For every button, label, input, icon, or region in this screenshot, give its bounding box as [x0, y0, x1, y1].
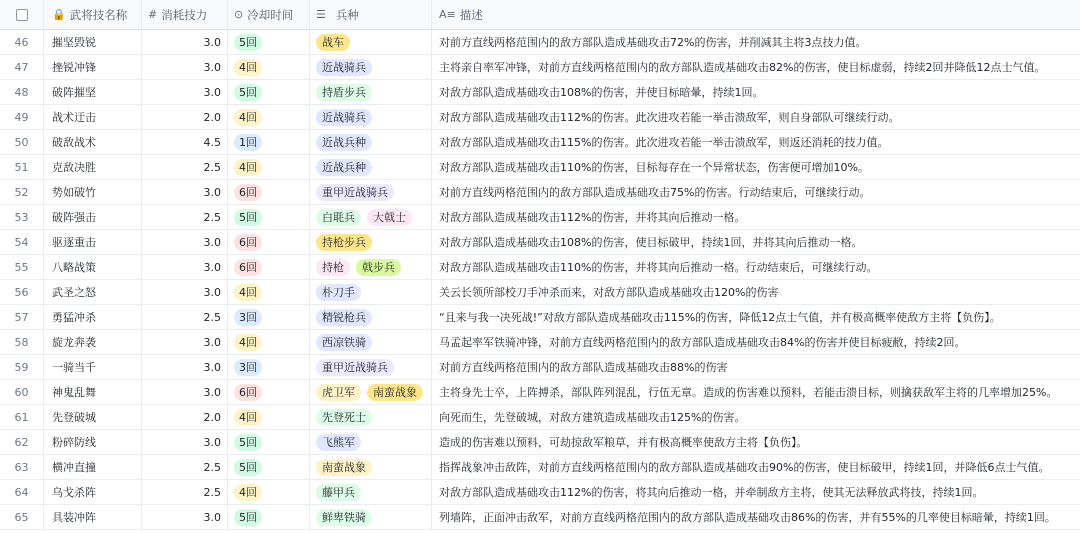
- skill-cost-cell[interactable]: 2.0: [142, 105, 228, 129]
- cooldown-tag: 3回: [234, 359, 262, 376]
- cooldown-tag: 5回: [234, 459, 262, 476]
- skill-cost-cell[interactable]: 2.5: [142, 480, 228, 504]
- arm-tag: 近战兵种: [316, 159, 372, 176]
- arm-cell[interactable]: [310, 480, 432, 504]
- arm-tag: 虎卫军: [316, 384, 361, 401]
- description-cell[interactable]: 造成的伤害难以预料，可劫掠敌军粮草，并有极高概率使敌方主将【负伤】。: [439, 436, 808, 449]
- description-cell[interactable]: 指挥战象冲击敌阵，对前方直线两格范围内的敌方部队造成基础攻击90%的伤害，使目标破甲，持续1回，并降低6点士气值。: [439, 461, 1050, 474]
- skill-name-cell[interactable]: 势如破竹: [44, 180, 142, 204]
- cooldown-cell[interactable]: [228, 130, 310, 154]
- cooldown-tag: 4回: [234, 59, 262, 76]
- skill-name-cell[interactable]: 先登破城: [44, 405, 142, 429]
- column-header-cooldown[interactable]: [228, 0, 310, 29]
- row-index: 51: [0, 155, 44, 179]
- table-row[interactable]: [0, 105, 1080, 130]
- row-index: 53: [0, 205, 44, 229]
- cooldown-tag: 5回: [234, 434, 262, 451]
- cooldown-cell[interactable]: [228, 255, 310, 279]
- description-cell[interactable]: 对前方直线两格范围内的敌方部队造成基础攻击75%的伤害。行动结束后，可继续行动。: [439, 186, 871, 199]
- cooldown-tag: 5回: [234, 209, 262, 226]
- arm-cell[interactable]: [310, 380, 432, 404]
- cooldown-tag: 4回: [234, 284, 262, 301]
- skill-cost-cell[interactable]: 3.0: [142, 355, 228, 379]
- arm-tag: 鲜卑铁骑: [316, 509, 372, 526]
- table-row[interactable]: [0, 255, 1080, 280]
- cooldown-tag: 4回: [234, 159, 262, 176]
- description-cell[interactable]: 对前方直线两格范围内的敌方部队造成基础攻击72%的伤害，并削减其主将3点技力值。: [439, 36, 867, 49]
- skill-name-cell[interactable]: 勇猛冲杀: [44, 305, 142, 329]
- skill-cost-cell[interactable]: 3.0: [142, 230, 228, 254]
- row-index: 62: [0, 430, 44, 454]
- skill-cost-cell[interactable]: 3.0: [142, 80, 228, 104]
- table-row[interactable]: [0, 80, 1080, 105]
- lock-icon: 🔒: [52, 8, 66, 21]
- arm-tag: 戟步兵: [356, 259, 401, 276]
- table-row[interactable]: [0, 205, 1080, 230]
- description-cell[interactable]: 主将身先士卒，上阵搏杀，部队阵列混乱，行伍无章。造成的伤害难以预料，若能击溃目标，则擒获敌军主将的几率增加25%。: [439, 386, 1058, 399]
- cooldown-tag: 6回: [234, 234, 262, 251]
- skill-name-cell[interactable]: 摧坚毁锐: [44, 30, 142, 54]
- description-cell[interactable]: 对敌方部队造成基础攻击115%的伤害。此次进攻若能一举击溃敌军，则返还消耗的技力值。: [439, 136, 889, 149]
- single-select-icon: ⊙: [234, 8, 244, 21]
- arm-tag: 持盾步兵: [316, 84, 372, 101]
- skill-name-cell[interactable]: 战术迂击: [44, 105, 142, 129]
- description-cell[interactable]: “且来与我一决死战!”对敌方部队造成基础攻击115%的伤害，降低12点士气值，并有极高概率使敌方主将【负伤】。: [439, 311, 1001, 324]
- column-header-arm-label: 兵种: [335, 7, 359, 22]
- arm-cell[interactable]: [310, 105, 432, 129]
- cooldown-cell[interactable]: [228, 355, 310, 379]
- row-index: 48: [0, 80, 44, 104]
- table-row[interactable]: [0, 505, 1080, 530]
- cooldown-tag: 5回: [234, 509, 262, 526]
- cooldown-tag: 3回: [234, 309, 262, 326]
- text-icon: A≡: [439, 8, 456, 21]
- arm-tag: 白毦兵: [316, 209, 361, 226]
- arm-tag: 精锐枪兵: [316, 309, 372, 326]
- arm-cell[interactable]: [310, 355, 432, 379]
- skill-cost-cell[interactable]: 4.5: [142, 130, 228, 154]
- arm-tag: 持枪步兵: [316, 234, 372, 251]
- skill-name-cell[interactable]: 破敌战术: [44, 130, 142, 154]
- cooldown-cell[interactable]: [228, 455, 310, 479]
- arm-cell[interactable]: [310, 130, 432, 154]
- description-cell[interactable]: 对前方直线两格范围内的敌方部队造成基础攻击88%的伤害: [439, 361, 728, 374]
- row-index: 65: [0, 505, 44, 529]
- skill-name-cell[interactable]: 横冲直撞: [44, 455, 142, 479]
- arm-cell[interactable]: [310, 155, 432, 179]
- table-row[interactable]: [0, 230, 1080, 255]
- cooldown-cell[interactable]: [228, 505, 310, 529]
- cooldown-cell[interactable]: [228, 305, 310, 329]
- arm-tag: 近战骑兵: [316, 59, 372, 76]
- skill-name-cell[interactable]: 旋龙奔袭: [44, 330, 142, 354]
- skill-cost-cell[interactable]: 3.0: [142, 330, 228, 354]
- skill-cost-cell[interactable]: 3.0: [142, 430, 228, 454]
- cooldown-cell[interactable]: [228, 330, 310, 354]
- arm-cell[interactable]: [310, 80, 432, 104]
- skill-name-cell[interactable]: 一骑当千: [44, 355, 142, 379]
- arm-cell[interactable]: [310, 280, 432, 304]
- row-index: 56: [0, 280, 44, 304]
- cooldown-cell[interactable]: [228, 230, 310, 254]
- description-cell[interactable]: 主将亲自率军冲锋，对前方直线两格范围内的敌方部队造成基础攻击82%的伤害，使目标虚弱，持续2回并降低12点士气值。: [439, 61, 1046, 74]
- row-index: 59: [0, 355, 44, 379]
- arm-tag: 藤甲兵: [316, 484, 361, 501]
- arm-tag: 近战兵种: [316, 134, 372, 151]
- column-header-desc-label: 描述: [459, 7, 483, 22]
- row-index: 63: [0, 455, 44, 479]
- description-cell[interactable]: 列墙阵，正面冲击敌军，对前方直线两格范围内的敌方部队造成基础攻击86%的伤害，并有55%的几率使目标暗暈，持续1回。: [439, 511, 1056, 524]
- skill-cost-cell[interactable]: 2.5: [142, 455, 228, 479]
- arm-cell[interactable]: [310, 55, 432, 79]
- arm-tag: 飞熊军: [316, 434, 361, 451]
- cooldown-cell[interactable]: [228, 155, 310, 179]
- cooldown-tag: 5回: [234, 84, 262, 101]
- select-all-checkbox[interactable]: [16, 9, 28, 21]
- cooldown-tag: 4回: [234, 484, 262, 501]
- cooldown-cell[interactable]: [228, 205, 310, 229]
- cooldown-tag: 4回: [234, 409, 262, 426]
- table-row[interactable]: [0, 355, 1080, 380]
- cooldown-cell[interactable]: [228, 430, 310, 454]
- column-header-cooldown-label: 冷却时间: [247, 7, 294, 22]
- arm-tag: 重甲近战骑兵: [316, 359, 394, 376]
- skill-cost-cell[interactable]: 2.5: [142, 205, 228, 229]
- column-header-cost-label: 消耗技力: [161, 7, 208, 22]
- table-row[interactable]: [0, 380, 1080, 405]
- arm-cell[interactable]: [310, 430, 432, 454]
- table-row[interactable]: [0, 280, 1080, 305]
- cooldown-tag: 5回: [234, 34, 262, 51]
- arm-tag: 持枪: [316, 259, 350, 276]
- column-header-name[interactable]: [44, 0, 142, 29]
- cooldown-cell[interactable]: [228, 80, 310, 104]
- skill-name-cell[interactable]: 八略战策: [44, 255, 142, 279]
- arm-tag: 朴刀手: [316, 284, 361, 301]
- table-row[interactable]: [0, 405, 1080, 430]
- table-row[interactable]: [0, 55, 1080, 80]
- cooldown-cell[interactable]: [228, 480, 310, 504]
- arm-cell[interactable]: [310, 505, 432, 529]
- arm-cell[interactable]: [310, 205, 432, 229]
- cooldown-cell[interactable]: [228, 55, 310, 79]
- arm-tag: 西凉铁骑: [316, 334, 372, 351]
- cooldown-tag: 4回: [234, 109, 262, 126]
- arm-tag: 先登死士: [316, 409, 372, 426]
- description-cell[interactable]: 马孟起率军铁骑冲锋，对前方直线两格范围内的敌方部队造成基础攻击84%的伤害并使目标疲敝，持续2回。: [439, 336, 966, 349]
- arm-cell[interactable]: [310, 30, 432, 54]
- skill-cost-cell[interactable]: 3.0: [142, 380, 228, 404]
- table-row[interactable]: [0, 455, 1080, 480]
- arm-cell[interactable]: [310, 180, 432, 204]
- cooldown-cell[interactable]: [228, 280, 310, 304]
- cooldown-tag: 1回: [234, 134, 262, 151]
- skill-name-cell[interactable]: 武圣之怒: [44, 280, 142, 304]
- description-cell[interactable]: 对敌方部队造成基础攻击108%的伤害，并使目标暗暈，持续1回。: [439, 86, 764, 99]
- skill-cost-cell[interactable]: 3.0: [142, 505, 228, 529]
- skill-name-cell[interactable]: 神鬼乱舞: [44, 380, 142, 404]
- skill-cost-cell[interactable]: 2.0: [142, 405, 228, 429]
- description-cell[interactable]: 对敌方部队造成基础攻击112%的伤害，将其向后推动一格，并牵制敌方主将，使其无法释放武将技，持续1回。: [439, 486, 984, 499]
- skill-cost-cell[interactable]: 3.0: [142, 30, 228, 54]
- row-index: 54: [0, 230, 44, 254]
- skill-name-cell[interactable]: 挫锐冲锋: [44, 55, 142, 79]
- skill-name-cell[interactable]: 破阵摧坚: [44, 80, 142, 104]
- row-index: 47: [0, 55, 44, 79]
- table-row[interactable]: [0, 330, 1080, 355]
- skill-cost-cell[interactable]: 2.5: [142, 305, 228, 329]
- cooldown-cell[interactable]: [228, 180, 310, 204]
- row-index: 46: [0, 30, 44, 54]
- description-cell[interactable]: 关云长领所部校刀手冲杀而来，对敌方部队造成基础攻击120%的伤害: [439, 286, 779, 299]
- table-row[interactable]: [0, 30, 1080, 55]
- cooldown-cell[interactable]: [228, 105, 310, 129]
- table-row[interactable]: [0, 155, 1080, 180]
- row-index: 60: [0, 380, 44, 404]
- description-cell[interactable]: 对敌方部队造成基础攻击112%的伤害。此次进攻若能一举击溃敌军，则自身部队可继续行动。: [439, 111, 900, 124]
- arm-tag: 南蛮战象: [367, 384, 423, 401]
- row-index: 61: [0, 405, 44, 429]
- skill-cost-cell[interactable]: 3.0: [142, 280, 228, 304]
- table-row[interactable]: [0, 480, 1080, 505]
- description-cell[interactable]: 对敌方部队造成基础攻击110%的伤害，目标每存在一个异常状态，伤害便可增加10%。: [439, 161, 869, 174]
- row-index: 49: [0, 105, 44, 129]
- description-cell[interactable]: 向死而生，先登破城，对敌方建筑造成基础攻击125%的伤害。: [439, 411, 746, 424]
- skill-name-cell[interactable]: 具装冲阵: [44, 505, 142, 529]
- select-all-checkbox-cell[interactable]: [0, 0, 44, 29]
- column-header-arm[interactable]: [310, 0, 432, 29]
- skill-cost-cell[interactable]: 3.0: [142, 255, 228, 279]
- skill-cost-cell[interactable]: 2.5: [142, 155, 228, 179]
- arm-tag: 南蛮战象: [316, 459, 372, 476]
- skill-name-cell[interactable]: 乌戈杀阵: [44, 480, 142, 504]
- row-index: 52: [0, 180, 44, 204]
- table-row[interactable]: [0, 130, 1080, 155]
- row-index: 55: [0, 255, 44, 279]
- cooldown-tag: 6回: [234, 184, 262, 201]
- cooldown-cell[interactable]: [228, 380, 310, 404]
- skill-name-cell[interactable]: 克敌决胜: [44, 155, 142, 179]
- multi-select-icon: ☰: [316, 8, 326, 21]
- arm-cell[interactable]: [310, 305, 432, 329]
- number-icon: #: [148, 8, 158, 21]
- arm-tag: 重甲近战骑兵: [316, 184, 394, 201]
- column-header-name-label: 武将技名称: [69, 7, 128, 22]
- skill-name-cell[interactable]: 粉碎防线: [44, 430, 142, 454]
- row-index: 58: [0, 330, 44, 354]
- table-row[interactable]: [0, 430, 1080, 455]
- skill-cost-cell[interactable]: 3.0: [142, 180, 228, 204]
- description-cell[interactable]: 对敌方部队造成基础攻击110%的伤害，并将其向后推动一格。行动结束后，可继续行动。: [439, 261, 878, 274]
- skill-cost-cell[interactable]: 3.0: [142, 55, 228, 79]
- cooldown-cell[interactable]: [228, 405, 310, 429]
- column-header-desc[interactable]: [432, 0, 1080, 29]
- arm-cell[interactable]: [310, 330, 432, 354]
- table-header: [0, 0, 1080, 30]
- row-index: 50: [0, 130, 44, 154]
- column-header-cost[interactable]: [142, 0, 228, 29]
- cooldown-tag: 4回: [234, 334, 262, 351]
- arm-tag: 战车: [316, 34, 350, 51]
- arm-cell[interactable]: [310, 255, 432, 279]
- arm-tag: 近战骑兵: [316, 109, 372, 126]
- arm-cell[interactable]: [310, 455, 432, 479]
- table-row[interactable]: [0, 305, 1080, 330]
- description-cell[interactable]: 对敌方部队造成基础攻击112%的伤害，并将其向后推动一格。: [439, 211, 746, 224]
- skill-name-cell[interactable]: 破阵强击: [44, 205, 142, 229]
- table-row[interactable]: [0, 180, 1080, 205]
- table-body: [0, 30, 1080, 530]
- arm-cell[interactable]: [310, 230, 432, 254]
- cooldown-cell[interactable]: [228, 30, 310, 54]
- row-index: 57: [0, 305, 44, 329]
- row-index: 64: [0, 480, 44, 504]
- description-cell[interactable]: 对敌方部队造成基础攻击108%的伤害，使目标破甲，持续1回，并将其向后推动一格。: [439, 236, 863, 249]
- arm-cell[interactable]: [310, 405, 432, 429]
- arm-tag: 大戟士: [367, 209, 412, 226]
- cooldown-tag: 6回: [234, 259, 262, 276]
- cooldown-tag: 6回: [234, 384, 262, 401]
- skill-name-cell[interactable]: 驱逐重击: [44, 230, 142, 254]
